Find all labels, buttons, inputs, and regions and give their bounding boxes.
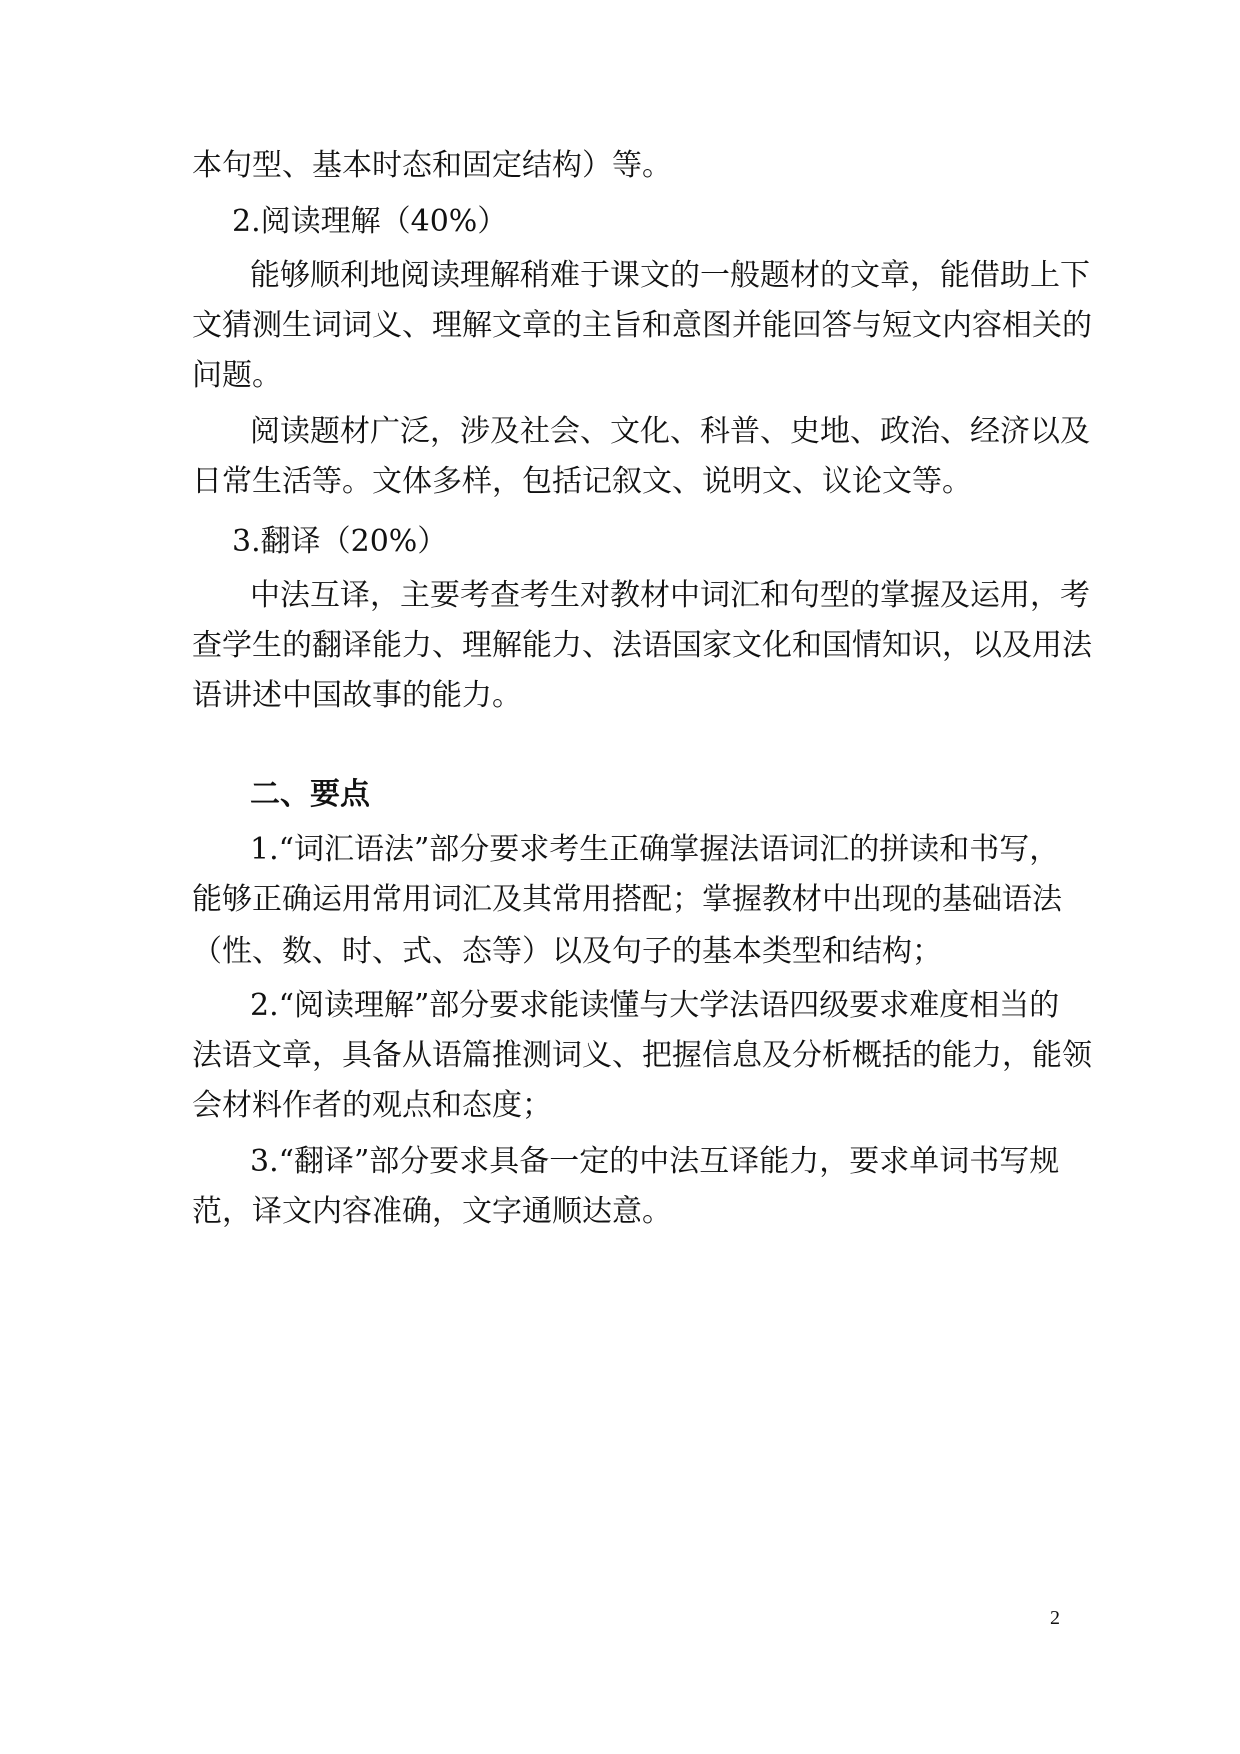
text-line: 语讲述中国故事的能力。: [192, 678, 522, 713]
text-line: 阅读题材广泛，涉及社会、文化、科普、史地、政治、经济以及: [250, 414, 1090, 449]
text-line: 问题。: [192, 358, 282, 393]
section-subheading: 2.阅读理解（40%）: [232, 204, 508, 239]
page-number: 2: [1050, 1607, 1060, 1629]
section-heading: 二、要点: [250, 777, 370, 812]
text-line: 本句型、基本时态和固定结构）等。: [192, 148, 672, 183]
text-line: 3.“翻译”部分要求具备一定的中法互译能力，要求单词书写规: [250, 1144, 1060, 1179]
text-line: 1.“词汇语法”部分要求考生正确掌握法语词汇的拼读和书写，: [250, 832, 1060, 867]
text-line: 法语文章，具备从语篇推测词义、把握信息及分析概括的能力，能领: [192, 1038, 1092, 1073]
text-line: 中法互译，主要考查考生对教材中词汇和句型的掌握及运用，考: [250, 578, 1090, 613]
section-subheading: 3.翻译（20%）: [232, 524, 448, 559]
text-line: 2.“阅读理解”部分要求能读懂与大学法语四级要求难度相当的: [250, 988, 1060, 1023]
text-line: 日常生活等。文体多样，包括记叙文、说明文、议论文等。: [192, 464, 972, 499]
text-line: 会材料作者的观点和态度；: [192, 1088, 552, 1123]
text-line: 能够正确运用常用词汇及其常用搭配；掌握教材中出现的基础语法: [192, 882, 1062, 917]
text-line: 能够顺利地阅读理解稍难于课文的一般题材的文章，能借助上下: [250, 258, 1090, 293]
text-line: 范，译文内容准确，文字通顺达意。: [192, 1194, 672, 1229]
text-line: （性、数、时、式、态等）以及句子的基本类型和结构；: [192, 934, 942, 969]
text-line: 查学生的翻译能力、理解能力、法语国家文化和国情知识，以及用法: [192, 628, 1092, 663]
text-line: 文猜测生词词义、理解文章的主旨和意图并能回答与短文内容相关的: [192, 308, 1092, 343]
